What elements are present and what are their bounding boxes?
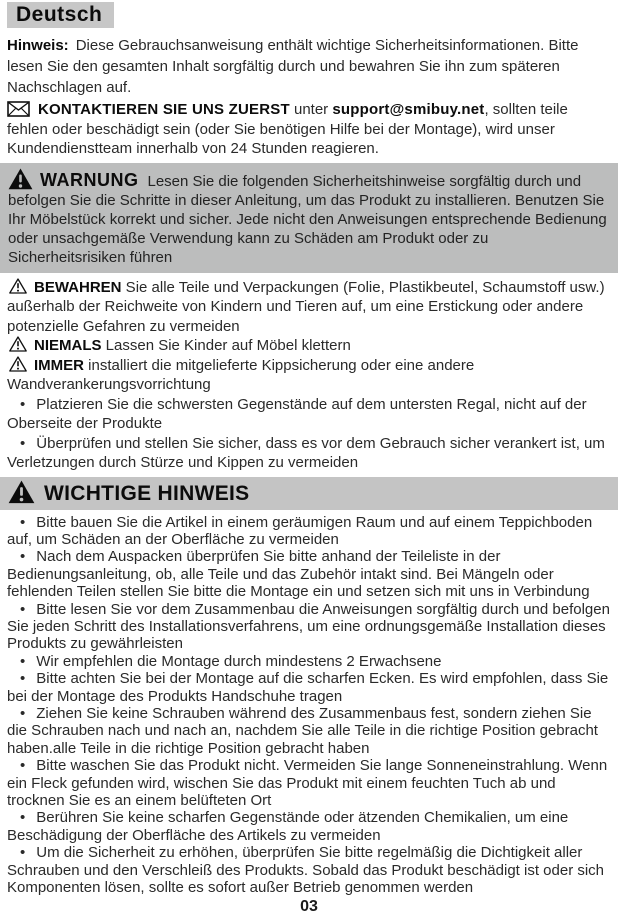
bullet-dot: • [20,513,26,531]
list-item [7,514,611,549]
page-number: 03 [300,898,318,916]
list-item [7,809,611,844]
caution-item [7,278,611,337]
warning-outline-icon [9,336,27,352]
warning-outline-icon [9,278,27,294]
contact-paragraph [7,100,611,159]
notice-lead: Hinweis: [7,37,69,54]
bullet-dot: • [20,600,26,618]
bullet-text: Berühren Sie keine scharfen Gegenstände oder ätzenden Chemikalien, um eine Beschädigung der Oberfläche des Artikels zu vermeiden [7,809,569,844]
list-item [7,670,611,705]
bullet-text: Wir empfehlen die Montage durch mindestens 2 Erwachsene [36,652,442,670]
caution-lead: BEWAHREN [34,278,122,296]
important-section-header [0,477,618,510]
bullet-dot: • [20,844,26,862]
warning-triangle-icon [8,168,33,190]
bullet-text: Bitte waschen Sie das Produkt nicht. Vermeiden Sie lange Sonneneinstrahlung. Wenn ein Fleck gefunden wird, wischen Sie das Produkt mit einem feuchten Tuch ab und trocknen Sie es an einem belüfteten Ort [7,757,608,809]
caution-text: installiert die mitgelieferte Kippsicherung oder eine andere Wandverankerungsvorrichtung [7,356,475,393]
contact-rest: , sollten teile fehlen oder beschädigt sein (oder Sie benötigen Hilfe bei der Montage), wird unser Kundendienstteam innerhalb von 24 Stunden reagieren. [7,101,568,157]
warning-triangle-icon [8,480,35,504]
list-item [7,705,611,757]
important-bullet-list [7,514,611,897]
contact-lead: KONTAKTIEREN SIE UNS ZUERST [38,101,290,118]
bullet-dot: • [20,704,26,722]
bullet-text: Platzieren Sie die schwersten Gegenstände auf dem untersten Regal, nicht auf der Oberseite der Produkte [7,395,587,432]
list-item [7,548,611,600]
bullet-text: Nach dem Auspacken überprüfen Sie bitte anhand der Teileliste in der Bedienungsanleitung, ob, alle Teile und das Zubehör intakt sind. Bei Mängeln oder fehlenden Teilen stellen Sie bitte die Montage ein und setzen sich mit uns in Verbindung [7,548,590,601]
list-item [7,653,611,670]
warning-text: Lesen Sie die folgenden Sicherheitshinweise sorgfältig durch und befolgen Sie die Schritte in dieser Anleitung, um das Produkt zu installieren. Benutzen Sie Ihr Möbelstück korrekt und sicher. Jede nicht den Anweisungen entsprechende Bedienung oder unsachgemäße Verwendung kann zu Schäden am Produkt oder zu Sicherheitsrisiken führen [8,172,607,266]
notice-text: Diese Gebrauchsanweisung enthält wichtige Sicherheitsinformationen. Bitte lesen Sie den gesamten Inhalt sorgfältig durch und bewahren Sie ihn zum späteren Nachschlagen auf. [7,37,579,96]
list-item [7,757,611,809]
bullet-dot: • [20,809,26,827]
contact-mid: unter [289,101,333,118]
warning-title: WARNUNG [40,169,139,190]
list-item [7,395,611,434]
bullet-dot: • [20,434,26,452]
list-item [7,844,611,896]
bullet-dot: • [20,652,26,670]
contact-email: support@smibuy.net [332,101,485,118]
caution-text: Lassen Sie Kinder auf Möbel klettern [101,337,351,354]
caution-lead: NIEMALS [34,337,102,354]
warning-outline-icon [9,356,27,372]
bullet-text: Um die Sicherheit zu erhöhen, überprüfen Sie bitte regelmäßig die Dichtigkeit aller Schrauben und den Verschleiß des Produkts. Sobald das Produkt beschädigt ist oder sich Komponenten lösen, sollte es sofort außer Betrieb genommen werden [7,844,605,897]
caution-list [7,278,611,395]
caution-text: Sie alle Teile und Verpackungen (Folie, Plastikbeutel, Schaumstoff usw.) außerhalb der Reichweite von Kindern und Tieren auf, um eine Erstickung oder andere potenzielle Gefahren zu vermeiden [7,278,605,335]
list-item [7,434,611,473]
bullet-text: Ziehen Sie keine Schrauben während des Zusammenbaus fest, sondern ziehen Sie die Schrauben nach und nach an, nachdem Sie alle Teile in die richtige Position gebracht haben.alle Teile in die richtige Position gebracht haben [7,704,598,757]
caution-item [7,336,611,356]
bullet-dot: • [20,670,26,688]
bullet-text: Bitte lesen Sie vor dem Zusammenbau die Anweisungen sorgfältig durch und befolgen Sie jeden Schritt des Installationsverfahrens, um eine ordnungsgemäße Installation dieses Produkts zu gewährleisten [7,600,610,653]
bullet-dot: • [20,757,26,775]
bullet-text: Bitte achten Sie bei der Montage auf die scharfen Ecken. Es wird empfohlen, dass Sie bei der Montage des Produkts Handschuhe tragen [7,670,609,705]
language-tab: Deutsch [7,2,114,28]
bullet-dot: • [20,395,26,413]
list-item [7,601,611,653]
bullet-text: Überprüfen und stellen Sie sicher, dass es vor dem Gebrauch sicher verankert ist, um Verletzungen durch Stürze und Kippen zu vermeiden [7,434,605,471]
caution-item [7,356,611,395]
bullet-text: Bitte bauen Sie die Artikel in einem geräumigen Raum und auf einem Teppichboden auf, um Schäden an der Oberfläche zu vermeiden [7,513,593,548]
caution-lead: IMMER [34,356,84,374]
warning-block [0,163,618,273]
bullet-dot: • [20,548,26,566]
notice-paragraph [7,35,611,98]
important-section-title: WICHTIGE HINWEIS [44,481,250,505]
warning-bullet-list [7,395,611,473]
envelope-icon [7,101,30,117]
